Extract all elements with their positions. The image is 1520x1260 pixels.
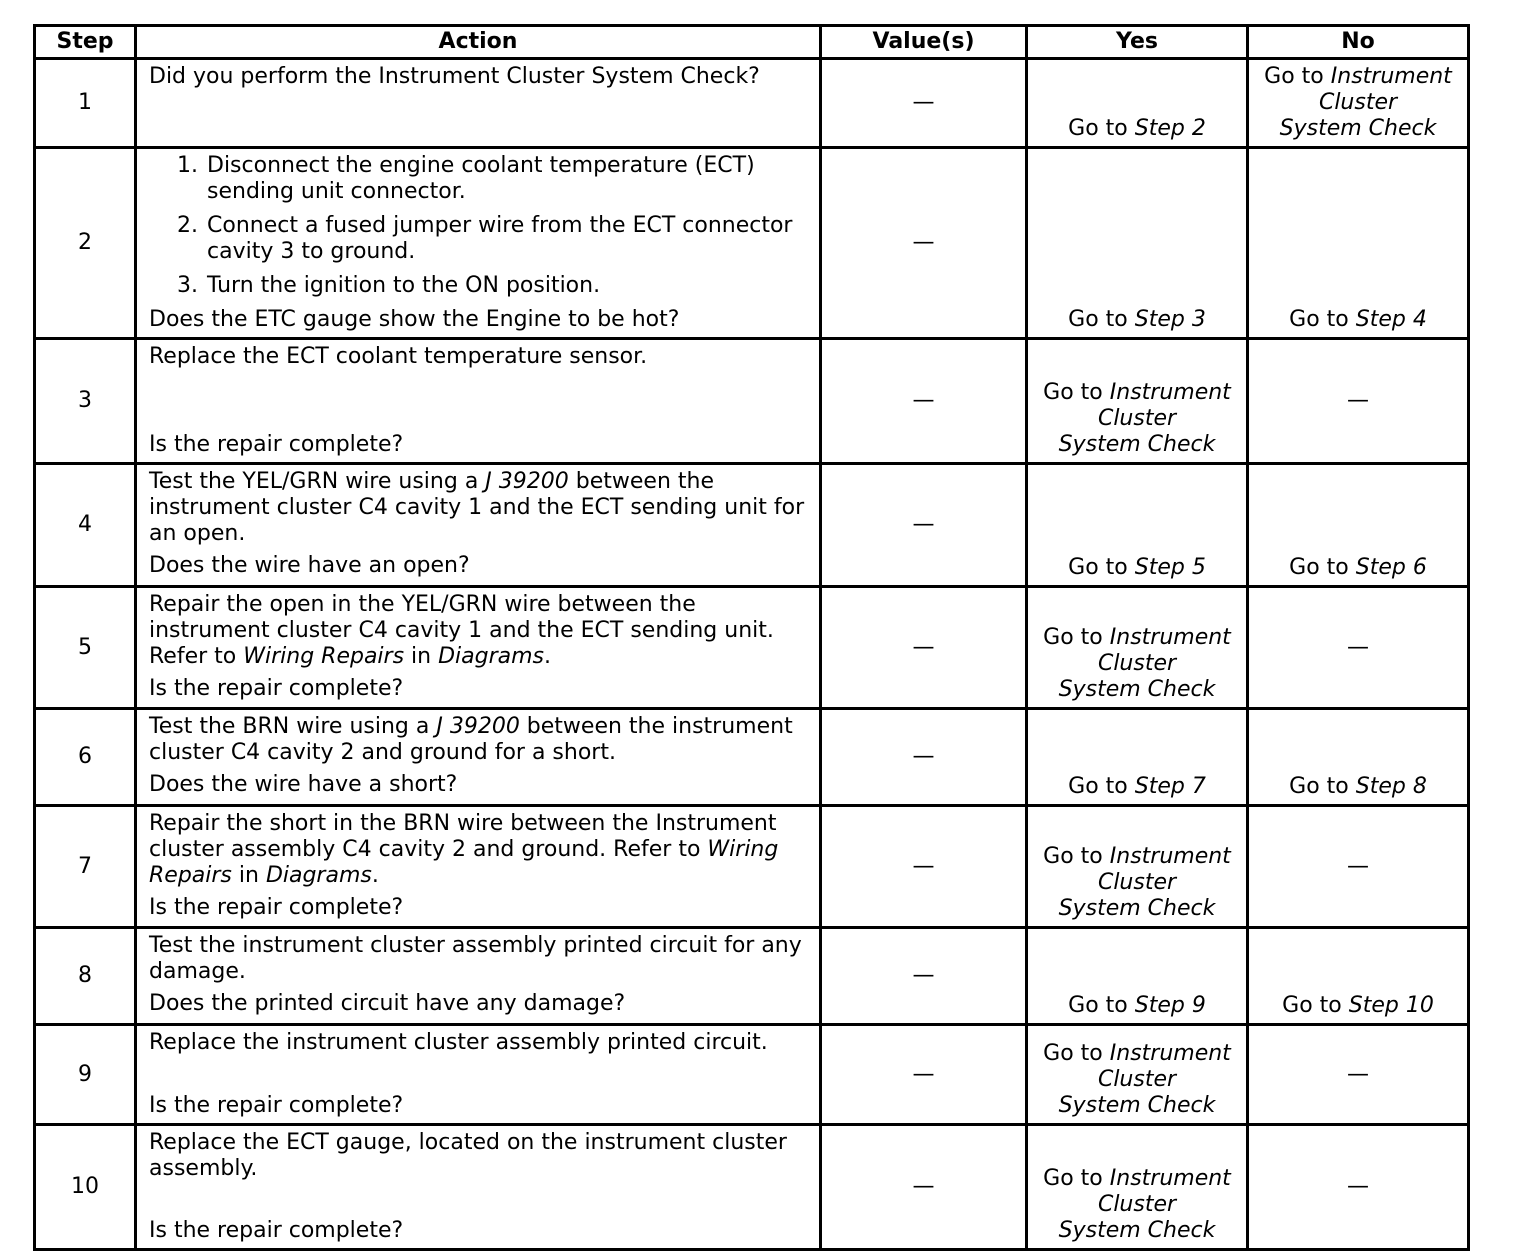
no-prefix: Go to [1289, 774, 1356, 799]
value-cell: — [821, 587, 1027, 709]
value-cell: — [821, 148, 1027, 339]
reference-diagrams: Diagrams [438, 644, 545, 669]
table-row [35, 1125, 1469, 1250]
action-text-part: Test the BRN wire using a [149, 714, 437, 739]
yes-cell [1027, 1125, 1248, 1250]
yes-prefix: Go to [1043, 1166, 1110, 1191]
table-row [35, 928, 1469, 1025]
value-cell: — [821, 1025, 1027, 1125]
yes-prefix: Go to [1043, 380, 1110, 405]
action-text-part: . [544, 644, 552, 669]
table-row [35, 587, 1469, 709]
reference-wiring-repairs: Wiring Repairs [149, 837, 779, 888]
table-row [35, 148, 1469, 339]
no-prefix: Go to [1264, 64, 1331, 89]
action-text-part: Repair the open in the YEL/GRN wire between the instrument cluster C4 cavity 1 and the ECT sending unit. Refer to [149, 592, 774, 669]
step-number: 4 [35, 464, 136, 587]
yes-cell [1027, 709, 1248, 806]
no-cell [1248, 464, 1469, 587]
table-row [35, 709, 1469, 806]
yes-target-line: System Check [1058, 1093, 1216, 1118]
yes-prefix: Go to [1043, 1041, 1110, 1066]
yes-target-line: System Check [1058, 1218, 1216, 1243]
action-text: Replace the ECT coolant temperature sensor. [149, 344, 648, 369]
action-cell [136, 587, 821, 709]
no-cell [1248, 59, 1469, 148]
action-question: Does the wire have an open? [149, 553, 470, 578]
yes-prefix: Go to [1068, 307, 1135, 332]
no-prefix: Go to [1289, 307, 1356, 332]
tool-reference: J 39200 [436, 714, 520, 739]
value-cell: — [821, 806, 1027, 928]
yes-target: Step 9 [1134, 993, 1206, 1018]
yes-target-line: Cluster [1097, 406, 1177, 431]
no-cell [1248, 148, 1469, 339]
table-row [35, 1025, 1469, 1125]
value-cell: — [821, 464, 1027, 587]
substep: 2. Connect a fused jumper wire from the ECT connector cavity 3 to ground. [205, 213, 809, 265]
step-number: 10 [35, 1125, 136, 1250]
value-cell: — [821, 709, 1027, 806]
table-row [35, 59, 1469, 148]
yes-target-line: Cluster [1097, 651, 1177, 676]
action-question: Is the repair complete? [149, 895, 404, 920]
action-cell [136, 806, 821, 928]
action-text [149, 811, 809, 889]
header-step: Step [35, 26, 136, 59]
action-text: Replace the instrument cluster assembly printed circuit. [149, 1030, 768, 1055]
action-text-part: Repair the short in the BRN wire between the Instrument cluster assembly C4 cavity 2 and ground. Refer to [149, 811, 777, 862]
step-number: 5 [35, 587, 136, 709]
yes-cell [1027, 587, 1248, 709]
yes-prefix: Go to [1068, 774, 1135, 799]
table-row [35, 806, 1469, 928]
reference-diagrams: Diagrams [265, 863, 372, 888]
header-no: No [1248, 26, 1469, 59]
step-number: 8 [35, 928, 136, 1025]
action-cell [136, 464, 821, 587]
action-text-part: between the instrument cluster C4 cavity 1 and the ECT sending unit for an open. [149, 469, 805, 546]
table-header-row [35, 26, 1469, 59]
no-target-line: Instrument [1330, 64, 1452, 89]
no-prefix: Go to [1289, 555, 1356, 580]
action-text-part: . [371, 863, 379, 888]
action-text-part: in [231, 863, 266, 888]
yes-target-line: System Check [1058, 432, 1216, 457]
action-text: Did you perform the Instrument Cluster System Check? [149, 64, 760, 89]
tool-reference: J 39200 [485, 469, 569, 494]
no-cell: — [1248, 1125, 1469, 1250]
action-cell [136, 148, 821, 339]
action-cell [136, 1125, 821, 1250]
yes-target-line: Instrument [1109, 1166, 1231, 1191]
table-row [35, 339, 1469, 464]
action-text: Test the instrument cluster assembly printed circuit for any damage. [149, 933, 802, 984]
yes-target: Step 3 [1134, 307, 1206, 332]
reference-wiring-repairs: Wiring Repairs [243, 644, 405, 669]
action-cell [136, 339, 821, 464]
substep-list [149, 153, 809, 299]
yes-prefix: Go to [1043, 625, 1110, 650]
action-question: Is the repair complete? [149, 1218, 404, 1243]
no-cell: — [1248, 1025, 1469, 1125]
no-target: Step 4 [1355, 307, 1427, 332]
no-target: Step 8 [1355, 774, 1427, 799]
table-row [35, 464, 1469, 587]
action-question: Is the repair complete? [149, 1093, 404, 1118]
yes-target: Step 2 [1134, 116, 1206, 141]
yes-target-line: System Check [1058, 896, 1216, 921]
action-question: Does the ETC gauge show the Engine to be hot? [149, 307, 680, 332]
yes-prefix: Go to [1068, 993, 1135, 1018]
action-question: Is the repair complete? [149, 676, 404, 701]
step-number: 1 [35, 59, 136, 148]
no-target: Step 6 [1355, 555, 1427, 580]
action-text [149, 592, 809, 670]
yes-target-line: Cluster [1097, 870, 1177, 895]
step-number: 6 [35, 709, 136, 806]
substep: 3. Turn the ignition to the ON position. [205, 273, 809, 299]
action-cell [136, 1025, 821, 1125]
action-cell [136, 59, 821, 148]
action-text-part: Test the YEL/GRN wire using a [149, 469, 486, 494]
action-text-part: between the instrument cluster C4 cavity 2 and ground for a short. [149, 714, 793, 765]
yes-target-line: Cluster [1097, 1192, 1177, 1217]
diagnostic-table [33, 24, 1470, 1251]
value-cell: — [821, 339, 1027, 464]
value-cell: — [821, 1125, 1027, 1250]
no-cell [1248, 709, 1469, 806]
header-values: Value(s) [821, 26, 1027, 59]
action-text-part: in [404, 644, 439, 669]
yes-target: Step 5 [1134, 555, 1206, 580]
yes-target-line: Instrument [1109, 844, 1231, 869]
action-cell [136, 928, 821, 1025]
value-cell: — [821, 59, 1027, 148]
step-number: 7 [35, 806, 136, 928]
step-number: 2 [35, 148, 136, 339]
no-target-line: System Check [1279, 116, 1437, 141]
no-target-line: Cluster [1318, 90, 1398, 115]
action-cell [136, 709, 821, 806]
action-question: Does the printed circuit have any damage? [149, 991, 626, 1016]
yes-cell [1027, 339, 1248, 464]
yes-cell [1027, 464, 1248, 587]
yes-target-line: Instrument [1109, 1041, 1231, 1066]
header-yes: Yes [1027, 26, 1248, 59]
yes-cell [1027, 1025, 1248, 1125]
no-prefix: Go to [1282, 993, 1349, 1018]
yes-prefix: Go to [1068, 555, 1135, 580]
yes-target-line: System Check [1058, 677, 1216, 702]
no-cell: — [1248, 339, 1469, 464]
action-text [149, 714, 809, 766]
yes-prefix: Go to [1068, 116, 1135, 141]
yes-cell [1027, 148, 1248, 339]
yes-target-line: Instrument [1109, 380, 1231, 405]
header-action: Action [136, 26, 821, 59]
yes-prefix: Go to [1043, 844, 1110, 869]
action-text: Replace the ECT gauge, located on the instrument cluster assembly. [149, 1130, 787, 1181]
no-cell: — [1248, 587, 1469, 709]
yes-target: Step 7 [1134, 774, 1206, 799]
yes-cell [1027, 806, 1248, 928]
action-text [149, 469, 809, 547]
no-cell [1248, 928, 1469, 1025]
substep: 1. Disconnect the engine coolant temperature (ECT) sending unit connector. [205, 153, 809, 205]
step-number: 3 [35, 339, 136, 464]
yes-target-line: Instrument [1109, 625, 1231, 650]
value-cell: — [821, 928, 1027, 1025]
action-question: Is the repair complete? [149, 432, 404, 457]
yes-cell [1027, 928, 1248, 1025]
no-cell: — [1248, 806, 1469, 928]
yes-cell [1027, 59, 1248, 148]
yes-target-line: Cluster [1097, 1067, 1177, 1092]
step-number: 9 [35, 1025, 136, 1125]
action-question: Does the wire have a short? [149, 772, 458, 797]
no-target: Step 10 [1348, 993, 1434, 1018]
